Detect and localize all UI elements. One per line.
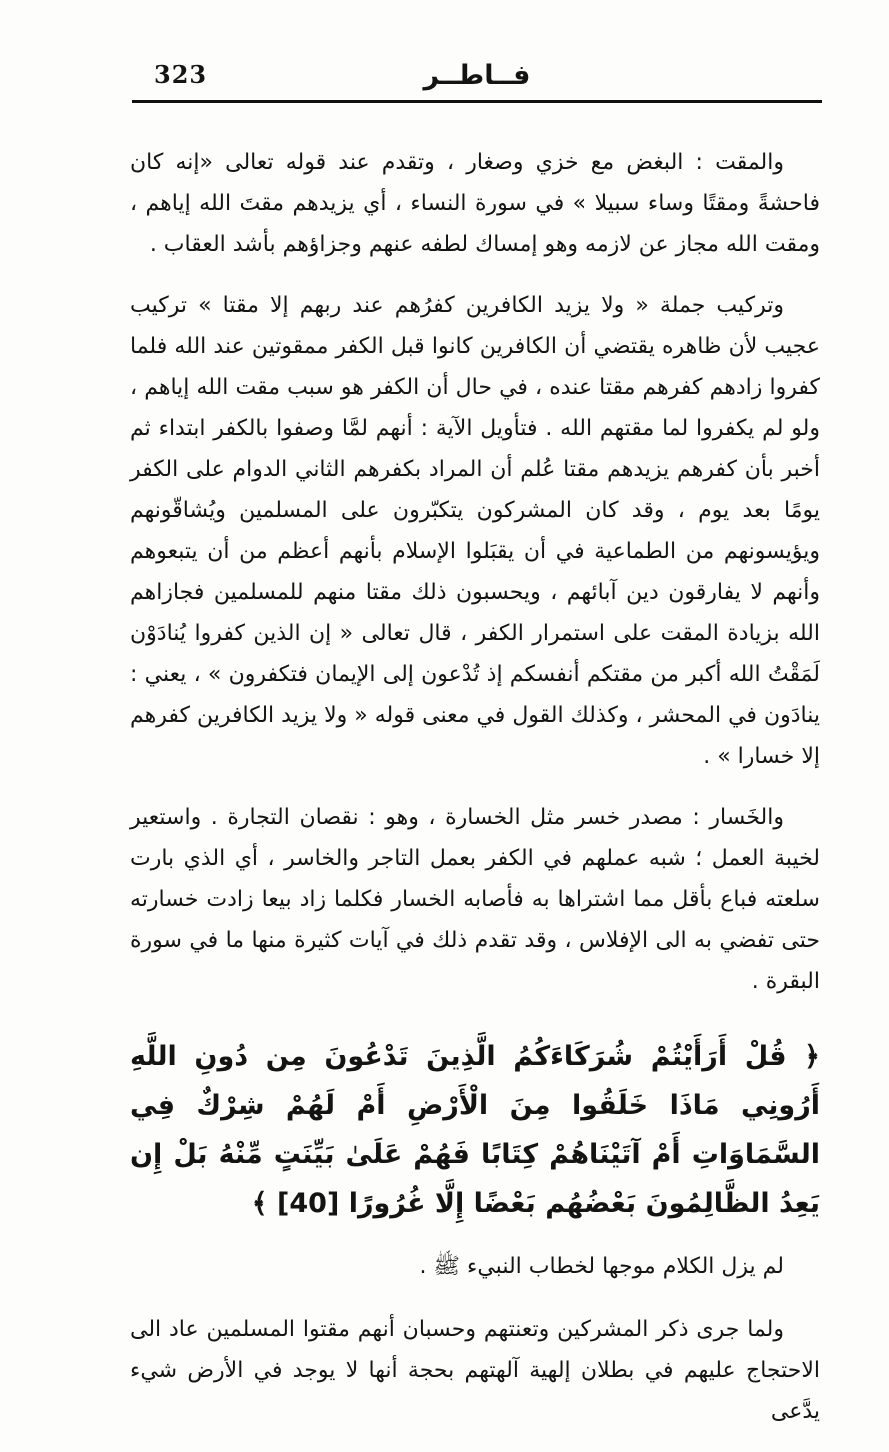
surah-title: فــاطــر (423, 60, 531, 91)
paragraph-continuation: ولما جرى ذكر المشركين وتعنتهم وحسبان أنهم مقتوا المسلمين عاد الى الاحتجاج عليهم في بطلان إلهية آلهتهم بحجة أنها لا يوجد في الأرض شيء يدَّعى (130, 1317, 820, 1424)
page-header (132, 58, 822, 100)
verse-number: [40] (277, 1188, 340, 1219)
verse-close-bracket: ﴾ (251, 1188, 268, 1219)
commentary-note: لم يزل الكلام موجها لخطاب النبيء ﷺ . (419, 1254, 784, 1279)
verse-open-bracket: ﴿ (804, 1041, 820, 1072)
page-body (130, 142, 820, 1452)
page-number: 323 (154, 60, 208, 89)
paragraph-sentence-structure: وتركيب جملة « ولا يزيد الكافرين كفرُهم عند ربهم إلا مقتا » تركيب عجيب لأن ظاهره يقتضي أن الكافرين كانوا قبل الكفر ممقوتين عند الله فلما كفروا زادهم كفرهم مقتا عنده ، في حال أن الكفر هو سبب مقت الله إياهم ، ولو لم يكفروا لما مقتهم الله . فتأويل الآية : أنهم لمَّا وصفوا بالكفر ابتداء ثم أخبر بأن كفرهم يزيدهم مقتا عُلم أن المراد بكفرهم الثاني الدوام على الكفر يومًا بعد يوم ، وقد كان المشركون يتكبّرون على المسلمين ويُشاقّونهم ويؤيسونهم من الطماعية في أن يقبَلوا الإسلام بأنهم أعظم من أن يتبعوهم وأنهم لا يفارقون دين آبائهم ، ويحسبون ذلك مقتا منهم للمسلمين فجازاهم الله بزيادة المقت على استمرار الكفر ، قال تعالى « إن الذين كفروا يُنادَوْن لَمَقْتُ الله أكبر من مقتكم أنفسكم إذ تُدْعون إلى الإيمان فتكفرون » ، يعني : ينادَون في المحشر ، وكذلك القول في معنى قوله « ولا يزيد الكافرين كفرهم إلا خسارا » . (130, 293, 820, 769)
paragraph-maqt-definition: والمقت : البغض مع خزي وصغار ، وتقدم عند قوله تعالى «إنه كان فاحشةً ومقتًا وساء سبيلا » في سورة النساء ، أي يزيدهم مقتَ الله إياهم ، ومقت الله مجاز عن لازمه وهو إمساك لطفه عنهم وجزاؤهم بأشد العقاب . (130, 150, 820, 257)
paragraph-khasar-definition: والخَسار : مصدر خسر مثل الخسارة ، وهو : نقصان التجارة . واستعير لخيبة العمل ؛ شبه عملهم في الكفر بعمل التاجر والخاسر ، أي الذي بارت سلعته فباع بأقل مما اشتراها به فأصابه الخسار فكلما زاد بيعا زادت خسارته حتى تفضي به الى الإفلاس ، وقد تقدم ذلك في آيات كثيرة منها ما في سورة البقرة . (130, 805, 820, 994)
quran-verse (130, 1032, 820, 1228)
verse-text: قُلْ أَرَأَيْتُمْ شُرَكَاءَكُمُ الَّذِينَ تَدْعُونَ مِن دُونِ اللَّهِ أَرُونِي مَاذَا خَلَقُوا مِنَ الْأَرْضِ أَمْ لَهُمْ شِرْكٌ فِي السَّمَاوَاتِ أَمْ آتَيْنَاهُمْ كِتَابًا فَهُمْ عَلَىٰ بَيِّنَتٍ مِّنْهُ بَلْ إِن يَعِدُ الظَّالِمُونَ بَعْضُهُم بَعْضًا إِلَّا غُرُورًا (130, 1041, 820, 1219)
header-divider (132, 100, 822, 103)
